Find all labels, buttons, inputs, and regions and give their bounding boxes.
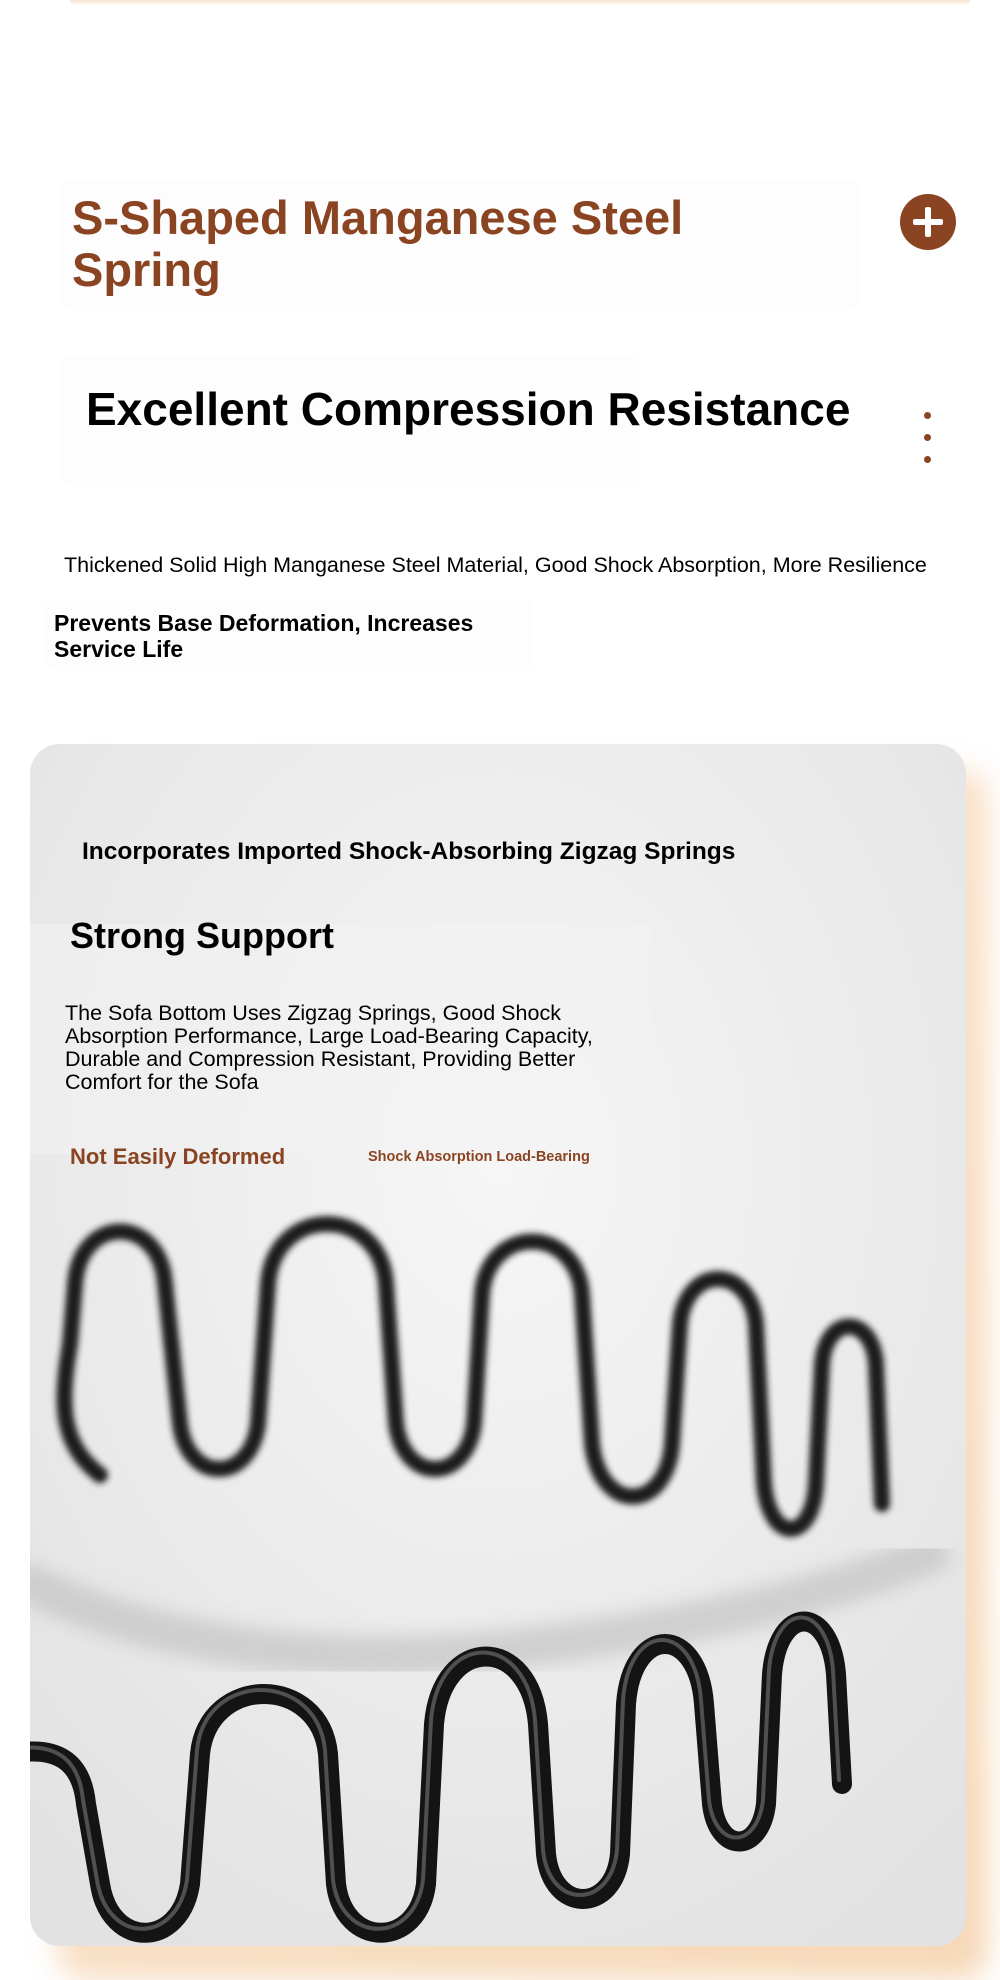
vertical-dots-icon[interactable] <box>922 410 932 466</box>
material-tagline: Thickened Solid High Manganese Steel Material, Good Shock Absorption, More Resilience <box>64 553 927 577</box>
page-subtitle: Excellent Compression Resistance <box>86 383 851 435</box>
spring-feature-card <box>30 744 966 1946</box>
feature-note: Prevents Base Deformation, Increases Service Life <box>54 610 474 662</box>
card-heading: Incorporates Imported Shock-Absorbing Zigzag Springs <box>82 838 736 865</box>
card-title: Strong Support <box>70 915 334 956</box>
card-description: The Sofa Bottom Uses Zigzag Springs, Good Shock Absorption Performance, Large Load-Bearing Capacity, Durable and Compression Resistant, Providing Better Comfort for the Sofa <box>65 1001 593 1094</box>
page-title: S-Shaped Manganese Steel Spring <box>72 191 684 296</box>
plus-circle-icon[interactable] <box>900 194 956 250</box>
feature-badge-primary: Not Easily Deformed <box>70 1144 286 1169</box>
feature-badge-secondary: Shock Absorption Load-Bearing <box>368 1149 590 1165</box>
top-accent-strip <box>70 0 970 6</box>
